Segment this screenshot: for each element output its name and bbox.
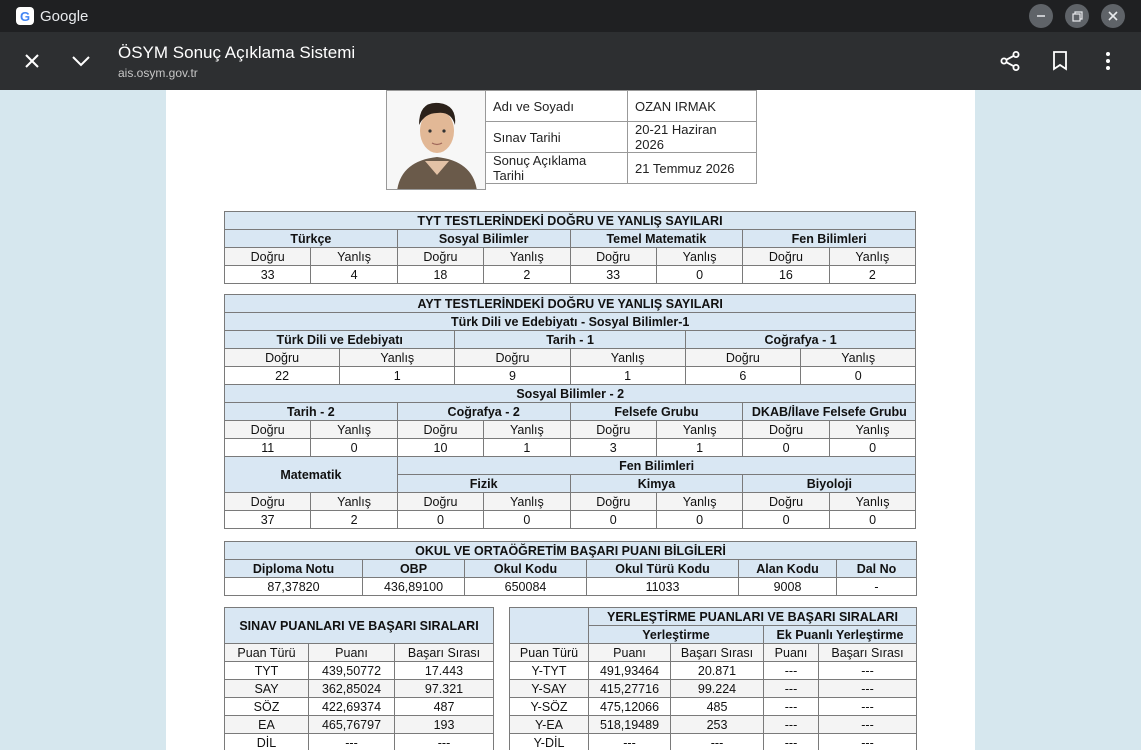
correct-count: 0 xyxy=(743,511,829,529)
wrong-count: 2 xyxy=(311,511,397,529)
app-name: Google xyxy=(40,7,89,25)
score-type: SÖZ xyxy=(225,698,309,716)
placement-rank: 485 xyxy=(671,698,764,716)
correct-count: 22 xyxy=(225,367,340,385)
placement-type: Y-SAY xyxy=(510,680,589,698)
correct-header: Doğru xyxy=(570,421,656,439)
tyt-results-table xyxy=(224,211,916,284)
score-rank: 487 xyxy=(395,698,494,716)
exam-date-label: Sınav Tarihi xyxy=(486,122,628,153)
wrong-count: 0 xyxy=(829,439,916,457)
extra-rank: --- xyxy=(819,716,917,734)
exam-scores-title: SINAV PUANLARI VE BAŞARI SIRALARI xyxy=(225,608,494,644)
custom-tab-header xyxy=(0,32,1141,90)
school-header: Okul Türü Kodu xyxy=(587,560,739,578)
candidate-info-table xyxy=(485,90,757,184)
correct-header: Doğru xyxy=(225,421,311,439)
school-value: 436,89100 xyxy=(363,578,465,596)
school-value: - xyxy=(837,578,917,596)
correct-count: 0 xyxy=(570,511,656,529)
placement-scores-table xyxy=(509,607,917,750)
score-type: TYT xyxy=(225,662,309,680)
correct-header: Doğru xyxy=(685,349,800,367)
wrong-count: 0 xyxy=(656,511,742,529)
candidate-photo-image xyxy=(387,91,486,190)
close-window-button[interactable] xyxy=(1101,4,1125,28)
ayt-group1-title: Türk Dili ve Edebiyatı - Sosyal Bilimler-1 xyxy=(225,313,916,331)
school-header: Dal No xyxy=(837,560,917,578)
exam-date-value: 20-21 Haziran 2026 xyxy=(628,122,757,153)
ayt-science-title: Fen Bilimleri xyxy=(397,457,916,475)
wrong-count: 0 xyxy=(829,511,916,529)
ayt-test-name: Tarih - 1 xyxy=(455,331,685,349)
score-type: SAY xyxy=(225,680,309,698)
wrong-count: 0 xyxy=(656,266,742,284)
ayt-group2-title: Sosyal Bilimler - 2 xyxy=(225,385,916,403)
wrong-count: 0 xyxy=(484,511,570,529)
placement-score: 415,27716 xyxy=(589,680,671,698)
placement-score: 491,93464 xyxy=(589,662,671,680)
placement-header: Başarı Sırası xyxy=(671,644,764,662)
school-value: 650084 xyxy=(465,578,587,596)
window-controls xyxy=(1029,4,1125,28)
wrong-header: Yanlış xyxy=(484,421,570,439)
placement-rank: --- xyxy=(671,734,764,750)
extra-rank: --- xyxy=(819,734,917,750)
score-rank: 193 xyxy=(395,716,494,734)
school-value: 11033 xyxy=(587,578,739,596)
tyt-test-name: Temel Matematik xyxy=(570,230,743,248)
score-rank: 17.443 xyxy=(395,662,494,680)
ayt-title: AYT TESTLERİNDEKİ DOĞRU VE YANLIŞ SAYILARI xyxy=(225,295,916,313)
table-row xyxy=(225,698,494,716)
share-icon xyxy=(999,50,1021,72)
wrong-count: 1 xyxy=(484,439,570,457)
ayt-test-name: Coğrafya - 2 xyxy=(397,403,570,421)
wrong-header: Yanlış xyxy=(829,421,916,439)
candidate-info-row xyxy=(486,91,757,122)
wrong-header: Yanlış xyxy=(829,248,915,266)
ayt-test-name: Tarih - 2 xyxy=(225,403,398,421)
placement-header: Başarı Sırası xyxy=(819,644,917,662)
minimize-icon xyxy=(1036,11,1046,21)
score-rank: --- xyxy=(395,734,494,750)
table-row xyxy=(510,698,917,716)
correct-count: 33 xyxy=(225,266,311,284)
score-type: EA xyxy=(225,716,309,734)
ayt-results-table xyxy=(224,294,916,529)
ayt-test-name: Türk Dili ve Edebiyatı xyxy=(225,331,455,349)
wrong-header: Yanlış xyxy=(800,349,915,367)
exam-scores-header: Başarı Sırası xyxy=(395,644,494,662)
placement-type: Y-SÖZ xyxy=(510,698,589,716)
score-rank: 97.321 xyxy=(395,680,494,698)
wrong-header: Yanlış xyxy=(340,349,455,367)
placement-rank: 253 xyxy=(671,716,764,734)
extra-score: --- xyxy=(764,716,819,734)
placement-score: 518,19489 xyxy=(589,716,671,734)
close-icon xyxy=(23,52,41,70)
close-tab-button[interactable] xyxy=(20,49,44,73)
wrong-count: 2 xyxy=(484,266,570,284)
collapse-button[interactable] xyxy=(69,49,93,73)
correct-header: Doğru xyxy=(397,493,483,511)
share-button[interactable] xyxy=(998,49,1022,73)
wrong-header: Yanlış xyxy=(311,421,397,439)
result-page xyxy=(166,90,975,750)
extra-score: --- xyxy=(764,734,819,750)
placement-rank: 99.224 xyxy=(671,680,764,698)
candidate-info-row xyxy=(486,122,757,153)
page-url: ais.osym.gov.tr xyxy=(118,66,198,80)
more-vertical-icon xyxy=(1105,51,1111,71)
table-row xyxy=(225,662,494,680)
school-header: OBP xyxy=(363,560,465,578)
wrong-header: Yanlış xyxy=(311,248,397,266)
correct-header: Doğru xyxy=(397,248,483,266)
chevron-down-icon xyxy=(71,54,91,68)
wrong-header: Yanlış xyxy=(484,493,570,511)
correct-header: Doğru xyxy=(225,493,311,511)
score-type: DİL xyxy=(225,734,309,750)
correct-count: 0 xyxy=(397,511,483,529)
exam-scores-header: Puan Türü xyxy=(225,644,309,662)
extra-rank: --- xyxy=(819,680,917,698)
correct-header: Doğru xyxy=(455,349,570,367)
score-value: 439,50772 xyxy=(309,662,395,680)
wrong-header: Yanlış xyxy=(311,493,397,511)
correct-count: 3 xyxy=(570,439,656,457)
placement-score: --- xyxy=(589,734,671,750)
exam-scores-header: Puanı xyxy=(309,644,395,662)
wrong-header: Yanlış xyxy=(656,421,742,439)
ayt-test-name: Fizik xyxy=(397,475,570,493)
wrong-count: 0 xyxy=(311,439,397,457)
bookmark-icon xyxy=(1052,51,1068,71)
wrong-count: 2 xyxy=(829,266,915,284)
correct-count: 16 xyxy=(743,266,829,284)
wrong-count: 1 xyxy=(570,367,685,385)
table-row xyxy=(225,680,494,698)
extra-placement-group: Ek Puanlı Yerleştirme xyxy=(764,626,917,644)
school-header: Okul Kodu xyxy=(465,560,587,578)
school-value: 9008 xyxy=(739,578,837,596)
table-row xyxy=(510,680,917,698)
extra-rank: --- xyxy=(819,662,917,680)
candidate-photo xyxy=(386,90,486,190)
table-row xyxy=(510,716,917,734)
name-label: Adı ve Soyadı xyxy=(486,91,628,122)
score-value: --- xyxy=(309,734,395,750)
ayt-test-name: Biyoloji xyxy=(743,475,916,493)
more-options-button[interactable] xyxy=(1096,49,1120,73)
correct-count: 33 xyxy=(570,266,656,284)
minimize-button[interactable] xyxy=(1029,4,1053,28)
school-header: Alan Kodu xyxy=(739,560,837,578)
wrong-header: Yanlış xyxy=(656,248,742,266)
tyt-title: TYT TESTLERİNDEKİ DOĞRU VE YANLIŞ SAYILARI xyxy=(225,212,916,230)
bookmark-button[interactable] xyxy=(1048,49,1072,73)
placement-group: Yerleştirme xyxy=(589,626,764,644)
google-logo-icon: G xyxy=(16,7,34,25)
wrong-header: Yanlış xyxy=(656,493,742,511)
correct-count: 37 xyxy=(225,511,311,529)
table-row xyxy=(225,734,494,750)
result-date-value: 21 Temmuz 2026 xyxy=(628,153,757,184)
table-row xyxy=(510,734,917,750)
correct-count: 9 xyxy=(455,367,570,385)
correct-header: Doğru xyxy=(397,421,483,439)
correct-count: 6 xyxy=(685,367,800,385)
tyt-test-name: Türkçe xyxy=(225,230,398,248)
extra-score: --- xyxy=(764,680,819,698)
ayt-test-name: DKAB/İlave Felsefe Grubu xyxy=(743,403,916,421)
ayt-math-name: Matematik xyxy=(225,457,398,493)
correct-header: Doğru xyxy=(743,248,829,266)
correct-header: Doğru xyxy=(743,421,829,439)
score-value: 362,85024 xyxy=(309,680,395,698)
score-value: 465,76797 xyxy=(309,716,395,734)
school-title: OKUL VE ORTAÖĞRETİM BAŞARI PUANI BİLGİLERİ xyxy=(225,542,917,560)
ayt-test-name: Felsefe Grubu xyxy=(570,403,743,421)
placement-header: Puanı xyxy=(764,644,819,662)
school-value: 87,37820 xyxy=(225,578,363,596)
correct-header: Doğru xyxy=(743,493,829,511)
tyt-test-name: Fen Bilimleri xyxy=(743,230,916,248)
placement-rank: 20.871 xyxy=(671,662,764,680)
wrong-count: 1 xyxy=(340,367,455,385)
ayt-test-name: Kimya xyxy=(570,475,743,493)
placement-type: Y-TYT xyxy=(510,662,589,680)
table-row xyxy=(225,716,494,734)
restore-icon xyxy=(1072,11,1083,22)
restore-button[interactable] xyxy=(1065,4,1089,28)
result-date-label: Sonuç Açıklama Tarihi xyxy=(486,153,628,184)
score-value: 422,69374 xyxy=(309,698,395,716)
table-row xyxy=(510,662,917,680)
close-window-icon xyxy=(1108,11,1118,21)
placement-header: Puanı xyxy=(589,644,671,662)
wrong-count: 4 xyxy=(311,266,397,284)
placement-header: Puan Türü xyxy=(510,644,589,662)
extra-score: --- xyxy=(764,698,819,716)
correct-count: 0 xyxy=(743,439,829,457)
tyt-test-name: Sosyal Bilimler xyxy=(397,230,570,248)
wrong-header: Yanlış xyxy=(484,248,570,266)
wrong-count: 0 xyxy=(800,367,915,385)
exam-scores-table xyxy=(224,607,494,750)
page-title: ÖSYM Sonuç Açıklama Sistemi xyxy=(118,43,356,62)
correct-count: 11 xyxy=(225,439,311,457)
correct-header: Doğru xyxy=(225,349,340,367)
correct-count: 10 xyxy=(397,439,483,457)
extra-rank: --- xyxy=(819,698,917,716)
window-titlebar xyxy=(0,0,1141,32)
extra-score: --- xyxy=(764,662,819,680)
placement-type: Y-DİL xyxy=(510,734,589,750)
name-value: OZAN IRMAK xyxy=(628,91,757,122)
placement-type: Y-EA xyxy=(510,716,589,734)
wrong-count: 1 xyxy=(656,439,742,457)
ayt-test-name: Coğrafya - 1 xyxy=(685,331,916,349)
correct-header: Doğru xyxy=(570,248,656,266)
placement-corner xyxy=(510,608,589,644)
correct-header: Doğru xyxy=(225,248,311,266)
school-info-table xyxy=(224,541,917,596)
candidate-info-row xyxy=(486,153,757,184)
placement-title: YERLEŞTİRME PUANLARI VE BAŞARI SIRALARI xyxy=(589,608,917,626)
correct-count: 18 xyxy=(397,266,483,284)
wrong-header: Yanlış xyxy=(829,493,916,511)
wrong-header: Yanlış xyxy=(570,349,685,367)
school-header: Diploma Notu xyxy=(225,560,363,578)
placement-score: 475,12066 xyxy=(589,698,671,716)
correct-header: Doğru xyxy=(570,493,656,511)
